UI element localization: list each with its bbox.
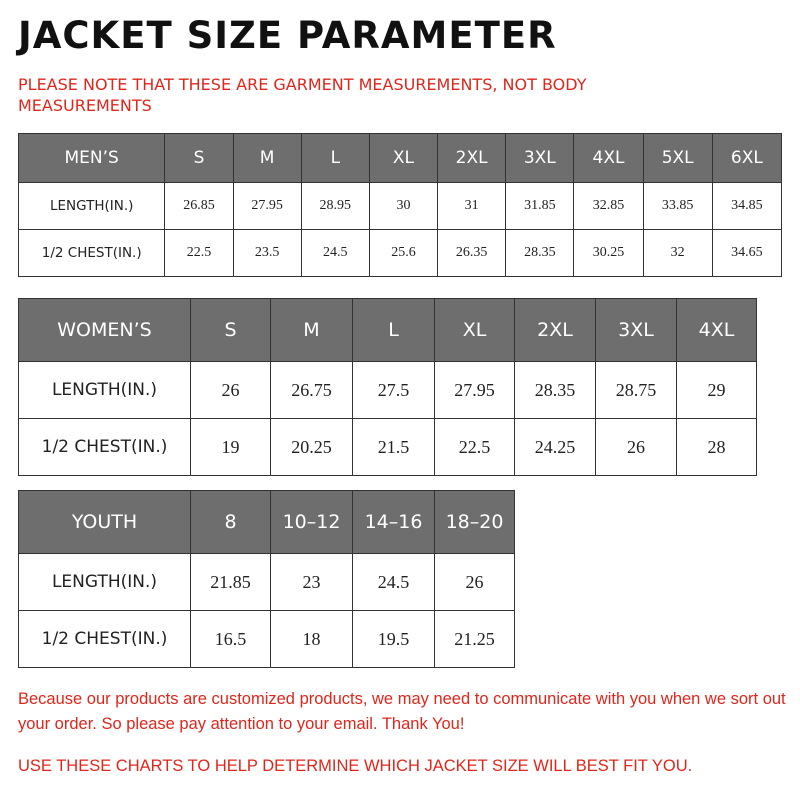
youth-chest-row <box>19 611 515 668</box>
men-size-m: M <box>233 134 301 183</box>
women-size-2xl: 2XL <box>515 299 596 362</box>
women-size-3xl: 3XL <box>596 299 677 362</box>
cell-value: 28.75 <box>596 362 677 419</box>
youth-size-8: 8 <box>191 491 271 554</box>
cell-value: 32 <box>643 230 712 277</box>
men-header-row <box>19 134 782 183</box>
cell-value: 16.5 <box>191 611 271 668</box>
cell-value: 21.5 <box>353 419 435 476</box>
cell-value: 20.25 <box>271 419 353 476</box>
women-chest-row <box>19 419 757 476</box>
men-size-table <box>18 133 782 277</box>
cell-value: 24.5 <box>353 554 435 611</box>
email-notice: Because our products are customized products, we may need to communicate with you when we sort out your order. So please pay attention to your email. Thank You! <box>18 690 786 733</box>
men-chest-row <box>19 230 782 277</box>
cell-value: 24.5 <box>301 230 369 277</box>
men-size-4xl: 4XL <box>574 134 643 183</box>
cell-value: 29 <box>677 362 757 419</box>
cell-value: 26.35 <box>438 230 506 277</box>
women-size-m: M <box>271 299 353 362</box>
women-header-title: WOMEN’S <box>19 299 191 362</box>
cell-value: 22.5 <box>165 230 233 277</box>
cell-value: 19 <box>191 419 271 476</box>
women-length-row <box>19 362 757 419</box>
row-label: 1/2 CHEST(IN.) <box>19 230 165 277</box>
cell-value: 30.25 <box>574 230 643 277</box>
youth-header-title: YOUTH <box>19 491 191 554</box>
cell-value: 28.95 <box>301 183 369 230</box>
cell-value: 21.25 <box>435 611 515 668</box>
cell-value: 26 <box>191 362 271 419</box>
men-size-xl: XL <box>369 134 437 183</box>
cell-value: 23 <box>271 554 353 611</box>
men-size-s: S <box>165 134 233 183</box>
youth-length-row <box>19 554 515 611</box>
cell-value: 25.6 <box>369 230 437 277</box>
page-title: JACKET SIZE PARAMETER <box>18 14 557 57</box>
cell-value: 27.95 <box>435 362 515 419</box>
cell-value: 30 <box>369 183 437 230</box>
cell-value: 31 <box>438 183 506 230</box>
row-label: 1/2 CHEST(IN.) <box>19 611 191 668</box>
cell-value: 23.5 <box>233 230 301 277</box>
youth-size-10-12: 10–12 <box>271 491 353 554</box>
cell-value: 34.85 <box>712 183 781 230</box>
women-size-4xl: 4XL <box>677 299 757 362</box>
cell-value: 31.85 <box>506 183 574 230</box>
cell-value: 28.35 <box>515 362 596 419</box>
cell-value: 26.75 <box>271 362 353 419</box>
cell-value: 19.5 <box>353 611 435 668</box>
women-size-table <box>18 298 757 476</box>
cell-value: 32.85 <box>574 183 643 230</box>
cell-value: 28.35 <box>506 230 574 277</box>
cell-value: 26.85 <box>165 183 233 230</box>
cell-value: 26 <box>596 419 677 476</box>
cell-value: 18 <box>271 611 353 668</box>
fit-instruction: USE THESE CHARTS TO HELP DETERMINE WHICH JACKET SIZE WILL BEST FIT YOU. <box>18 757 693 775</box>
cell-value: 28 <box>677 419 757 476</box>
women-size-xl: XL <box>435 299 515 362</box>
measurement-note: PLEASE NOTE THAT THESE ARE GARMENT MEASUREMENTS, NOT BODY MEASUREMENTS <box>18 75 587 115</box>
row-label: 1/2 CHEST(IN.) <box>19 419 191 476</box>
women-size-l: L <box>353 299 435 362</box>
row-label: LENGTH(IN.) <box>19 554 191 611</box>
men-size-l: L <box>301 134 369 183</box>
youth-size-table <box>18 490 515 668</box>
cell-value: 21.85 <box>191 554 271 611</box>
cell-value: 33.85 <box>643 183 712 230</box>
youth-header-row <box>19 491 515 554</box>
women-header-row <box>19 299 757 362</box>
cell-value: 34.65 <box>712 230 781 277</box>
cell-value: 27.5 <box>353 362 435 419</box>
men-size-2xl: 2XL <box>438 134 506 183</box>
cell-value: 27.95 <box>233 183 301 230</box>
cell-value: 26 <box>435 554 515 611</box>
youth-size-14-16: 14–16 <box>353 491 435 554</box>
men-size-5xl: 5XL <box>643 134 712 183</box>
cell-value: 22.5 <box>435 419 515 476</box>
youth-size-18-20: 18–20 <box>435 491 515 554</box>
row-label: LENGTH(IN.) <box>19 362 191 419</box>
row-label: LENGTH(IN.) <box>19 183 165 230</box>
men-size-3xl: 3XL <box>506 134 574 183</box>
men-length-row <box>19 183 782 230</box>
women-size-s: S <box>191 299 271 362</box>
men-header-title: MEN’S <box>19 134 165 183</box>
men-size-6xl: 6XL <box>712 134 781 183</box>
cell-value: 24.25 <box>515 419 596 476</box>
